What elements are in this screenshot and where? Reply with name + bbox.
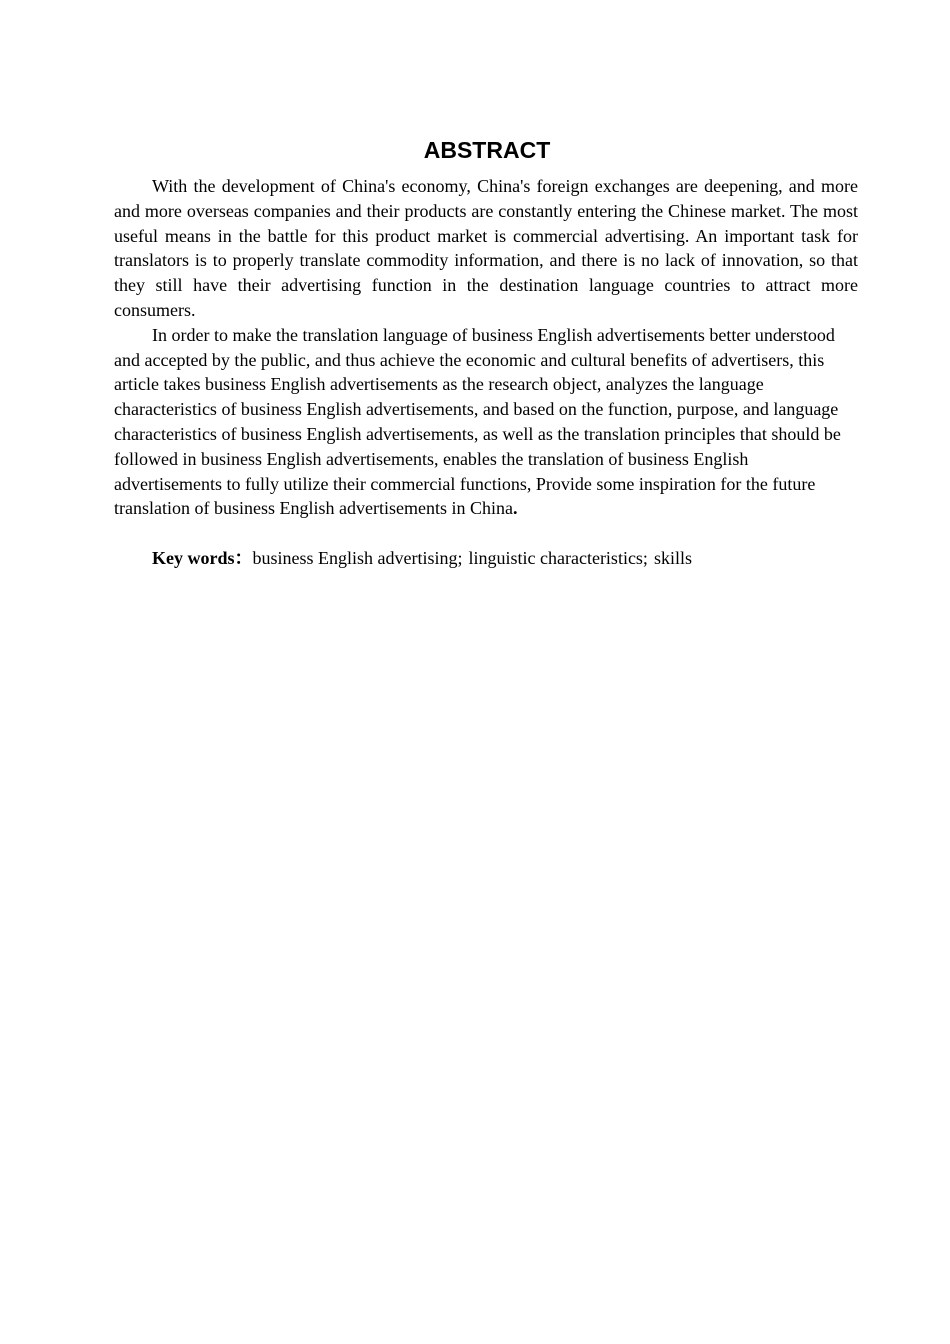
keywords-label: Key words xyxy=(152,548,235,569)
keyword-item: linguistic characteristics; xyxy=(468,548,648,569)
abstract-paragraph-2-text: In order to make the translation language of business English advertisements better understood and accepted by the public, and thus achieve the economic and cultural benefits of advertisers, this article takes business English advertisements as the research object, analyzes the language characteristics of business English advertisements, and based on the function, purpose, and language characteristics of business English advertisements, as well as the translation principles that should be followed in business English advertisements, enables the translation of business English advertisements to fully utilize their commercial functions, Provide some inspiration for the future translation of business English advertisements in China xyxy=(114,324,841,519)
abstract-paragraph-2-end: . xyxy=(512,498,518,519)
abstract-section xyxy=(114,136,858,571)
keyword-item: skills xyxy=(653,548,692,569)
abstract-title: ABSTRACT xyxy=(423,137,551,163)
keywords-line xyxy=(114,546,858,571)
abstract-paragraph-1: With the development of China's economy, China's foreign exchanges are deepening, and more and more overseas companies and their products are constantly entering the Chinese market. The most useful means in the battle for this product market is commercial advertising. An important task for translators is to properly translate commodity information, and there is no lack of innovation, so that they still have their advertising function in the destination language countries to attract more consumers. xyxy=(114,176,858,320)
keyword-item: business English advertising; xyxy=(252,548,463,569)
abstract-paragraph-2 xyxy=(114,323,858,521)
keywords-separator: ： xyxy=(234,548,253,569)
